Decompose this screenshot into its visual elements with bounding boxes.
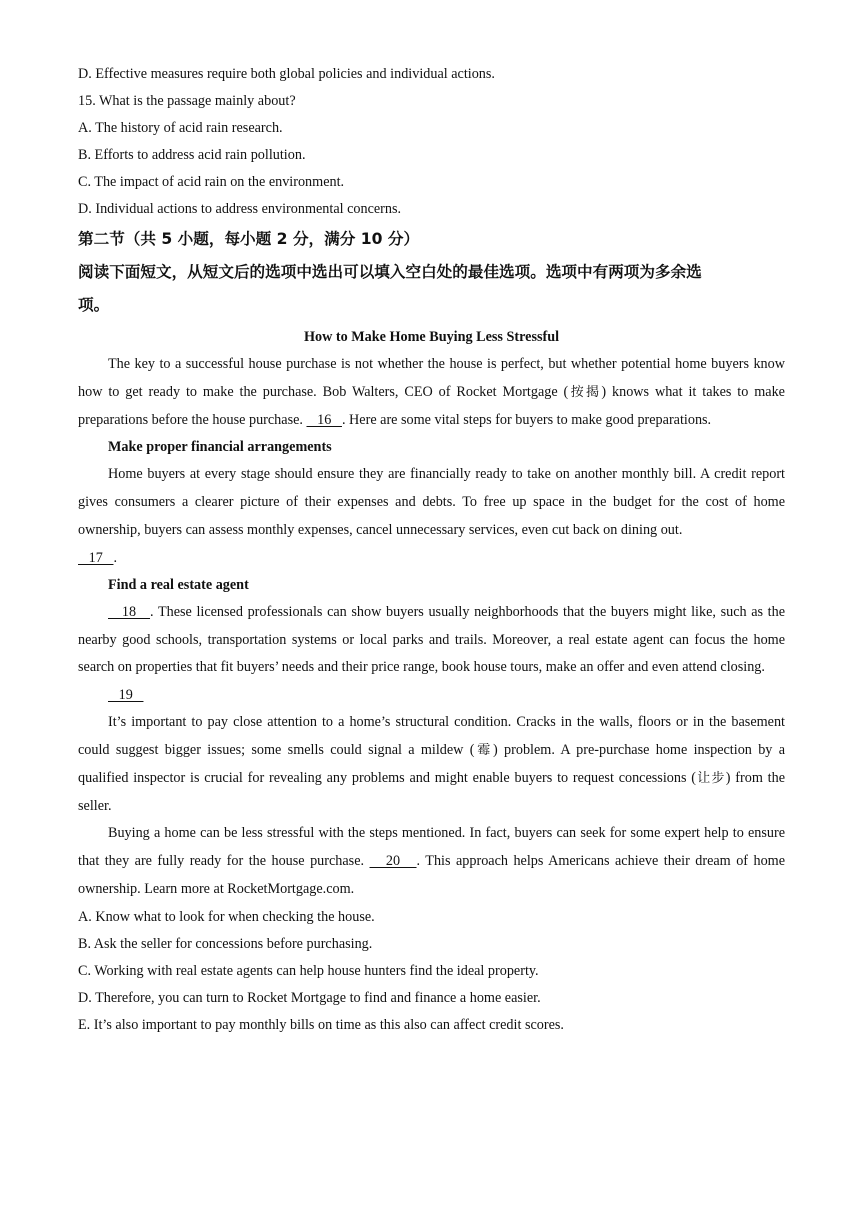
passage-paragraph-5: [78, 820, 785, 903]
blank-17-line: [78, 545, 785, 572]
blank-17[interactable]: 17: [78, 549, 114, 566]
passage-title: How to Make Home Buying Less Stressful: [303, 329, 560, 345]
choice-b: B. Ask the seller for concessions before purchasing.: [78, 935, 373, 952]
choice-e: E. It’s also important to pay monthly bills on time as this also can affect credit scores.: [78, 1016, 564, 1033]
passage-paragraph-2: [78, 461, 785, 544]
q15-option-d: D. Individual actions to address environmental concerns.: [78, 201, 402, 217]
blank-20[interactable]: 20: [369, 853, 417, 870]
p5-text-b: . This approach helps Americans achieve their dream of home ownership. Learn more at RocketMortgage.com.: [78, 853, 785, 897]
choice-d: D. Therefore, you can turn to Rocket Mortgage to find and finance a home easier.: [78, 989, 541, 1006]
heading-agent: Find a real estate agent: [108, 576, 249, 593]
q15-option-a: A. The history of acid rain research.: [78, 120, 283, 136]
p1-text-b: ) knows what it takes to make preparations before the house purchase.: [78, 383, 785, 428]
p1-gloss: 按揭: [568, 384, 602, 400]
p5-text-a: Buying a home can be less stressful with the steps mentioned. In fact, buyers can seek for some expert help to ensure that they are fully ready for the house purchase.: [78, 825, 785, 870]
p3-text: . These licensed professionals can show buyers usually neighborhoods that the buyers might like, such as the nearby good schools, transportation systems or local parks and trails. Moreover, a real estate agent can focus the home search on properties that fit buyers’ needs and their price range, book house tours, make an offer and even attend closing.: [78, 603, 786, 676]
p4-text-a: It’s important to pay close attention to a home’s structural condition. Cracks in the walls, floors or in the basement could suggest bigger issues; some smells could signal a mildew (: [78, 714, 785, 758]
section-instruction-line2: 项。: [78, 296, 110, 314]
passage-paragraph-3: [78, 599, 785, 682]
q15-question: 15. What is the passage mainly about?: [78, 93, 296, 109]
p4-gloss-1: 霉: [474, 742, 493, 758]
p4-text-b: ) problem. A pre-purchase home inspection by a qualified inspector is crucial for revealing any problems and might enable buyers to request concessions (: [78, 741, 785, 786]
p2-end: .: [113, 549, 118, 566]
passage-paragraph-1: [78, 351, 785, 434]
q15-option-b: B. Efforts to address acid rain pollution.: [78, 147, 306, 163]
exam-page: [78, 61, 785, 1039]
section-header: 第二节（共 5 小题，每小题 2 分，满分 10 分）: [78, 230, 420, 248]
p1-text-a: The key to a successful house purchase is not whether the house is perfect, but whether potential home buyers know how to get ready to make the purchase. Bob Walters, CEO of Rocket Mortgage (: [78, 356, 785, 400]
p4-text-c: ) from the seller.: [78, 769, 785, 814]
heading-financial: Make proper financial arrangements: [108, 439, 332, 456]
blank-19[interactable]: 19: [108, 687, 144, 704]
blank-18[interactable]: 18: [108, 603, 151, 620]
choice-c: C. Working with real estate agents can help house hunters find the ideal property.: [78, 962, 539, 979]
blank-16[interactable]: 16: [306, 411, 342, 428]
q15-option-c: C. The impact of acid rain on the environment.: [78, 174, 345, 190]
p2-text: Home buyers at every stage should ensure they are financially ready to take on another monthly bill. A credit report gives consumers a clearer picture of their expenses and debts. To free up space in the budget for the cost of home ownership, buyers can assess monthly expenses, cancel unnecessary services, even cut back on dining out.: [78, 466, 785, 538]
p4-gloss-2: 让步: [696, 770, 726, 786]
passage-paragraph-4: [78, 709, 785, 820]
section-instruction-line1: 阅读下面短文，从短文后的选项中选出可以填入空白处的最佳选项。选项中有两项为多余选: [78, 263, 702, 281]
choice-a: A. Know what to look for when checking the house.: [78, 908, 375, 925]
p1-text-c: . Here are some vital steps for buyers to make good preparations.: [341, 411, 712, 428]
q14-option-d: D. Effective measures require both global policies and individual actions.: [78, 66, 495, 82]
blank-19-line: [78, 682, 785, 709]
